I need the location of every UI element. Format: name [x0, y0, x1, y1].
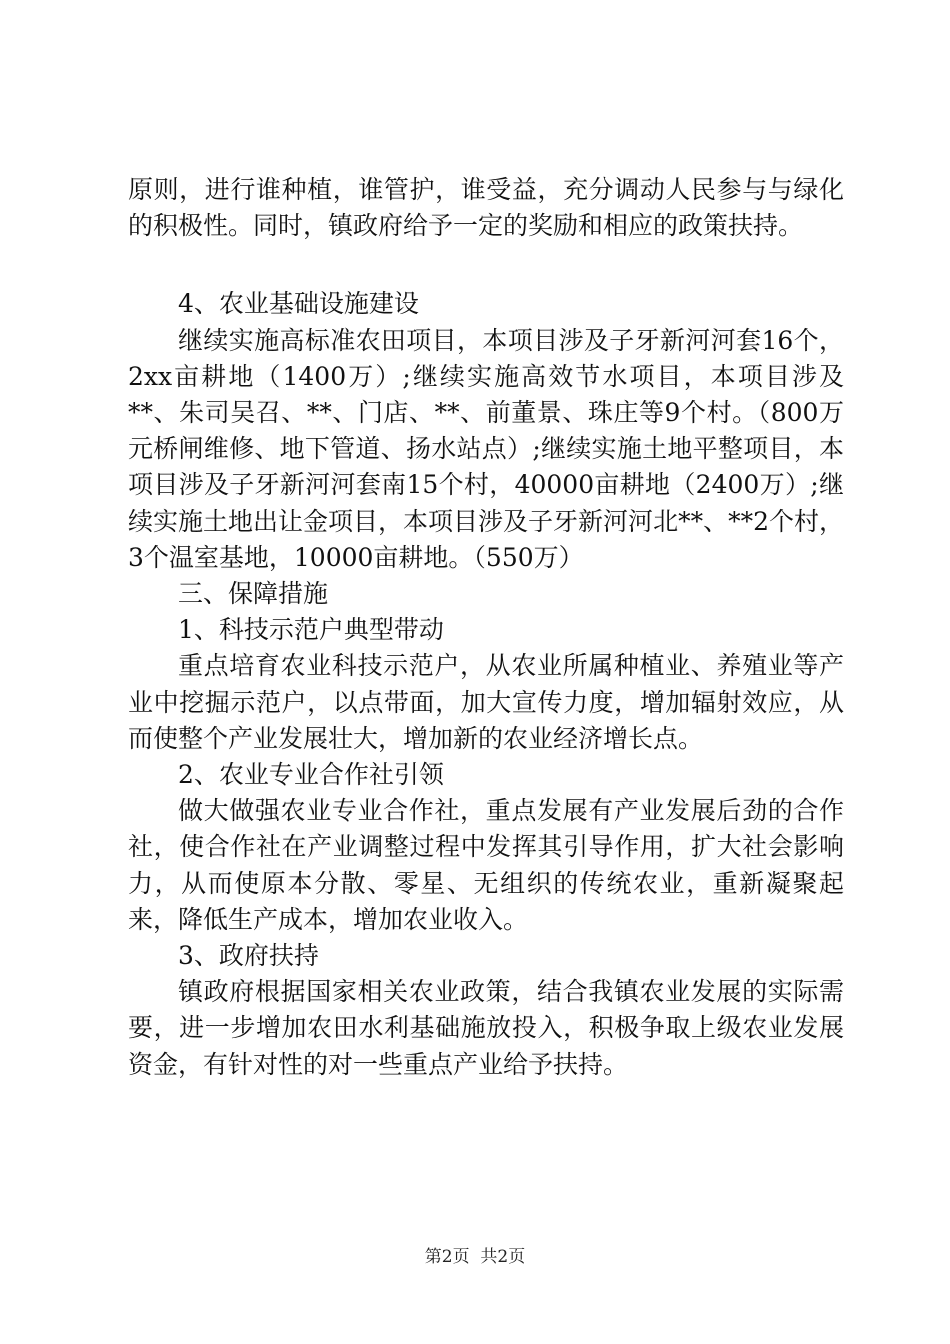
- document-body: [128, 172, 844, 1083]
- paragraph-government-support: 镇政府根据国家相关农业政策，结合我镇农业发展的实际需要，进一步增加农田水利基础施放投入，积极争取上级农业发展资金，有针对性的对一些重点产业给予扶持。: [128, 977, 844, 1079]
- subheading-demonstration: 1、科技示范户典型带动: [178, 615, 444, 645]
- section-heading-safeguards: 三、保障措施: [178, 579, 329, 609]
- page-footer: [0, 1242, 950, 1267]
- paragraph-continuation: 原则，进行谁种植，谁管护，谁受益，充分调动人民参与与绿化的积极性。同时，镇政府给予一定的奖励和相应的政策扶持。: [128, 175, 844, 241]
- paragraph-demonstration: 重点培育农业科技示范户，从农业所属种植业、养殖业等产业中挖掘示范户，以点带面，加大宣传力度，增加辐射效应，从而使整个产业发展壮大，增加新的农业经济增长点。: [128, 651, 844, 753]
- page-number: 第2页: [424, 1247, 470, 1267]
- subheading-government-support: 3、政府扶持: [178, 941, 319, 971]
- subheading-cooperative: 2、农业专业合作社引领: [178, 760, 444, 790]
- paragraph-cooperative: 做大做强农业专业合作社，重点发展有产业发展后劲的合作社，使合作社在产业调整过程中发挥其引导作用，扩大社会影响力，从而使原本分散、零星、无组织的传统农业，重新凝聚起来，降低生产成本，增加农业收入。: [128, 796, 844, 934]
- page-total: 共2页: [480, 1247, 526, 1267]
- section-heading-infrastructure: 4、农业基础设施建设: [178, 289, 419, 319]
- paragraph-infrastructure: 继续实施高标准农田项目，本项目涉及子牙新河河套16个，2xx亩耕地（1400万）;继续实施高效节水项目，本项目涉及**、朱司吴召、**、门店、**、前董景、珠庄等9个村。（800万元桥闸维修、地下管道、扬水站点）;继续实施土地平整项目，本项目涉及子牙新河河套南15个村，40000亩耕地（2400万）;继续实施土地出让金项目，本项目涉及子牙新河河北**、**2个村，3个温室基地，10000亩耕地。（550万）: [128, 325, 844, 572]
- paragraph-gap: [128, 244, 844, 286]
